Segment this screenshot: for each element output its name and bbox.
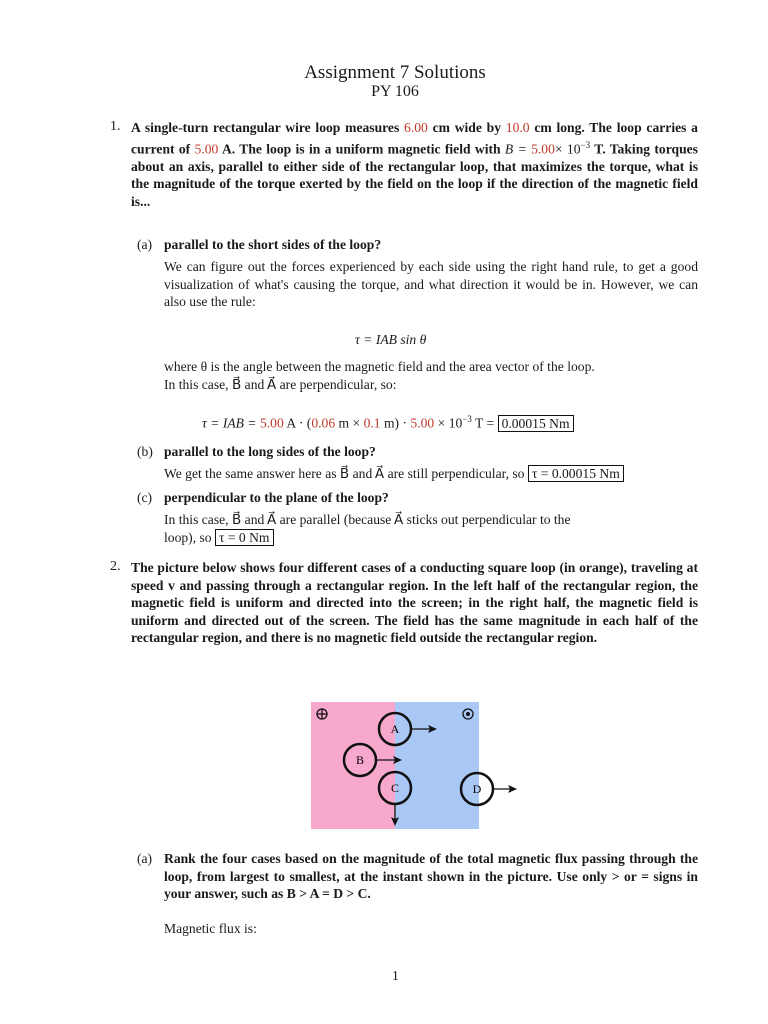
question-2-stem: The picture below shows four different cases of a conducting square loop (in orange), traveling at speed v and passing through a rectangular region. In the left half of the rectangular region, the magnetic field is uniform and directed into the screen; in the right half, the magnetic field is uniform and directed out of the screen. The field has the same magnitude in each half of the rectangular region, and there is no magnetic field outside the rectangular region. [131, 560, 698, 646]
q1-field-pow: −3 [580, 139, 591, 150]
q1a-calc-lhs: τ = IAB = [202, 415, 257, 431]
q1a-question: parallel to the short sides of the loop? [164, 237, 382, 252]
q1-stem-d: A. The loop is in a uniform magnetic field with [221, 141, 501, 157]
page-number: 1 [392, 968, 399, 983]
loop-d-label: D [472, 782, 482, 796]
q1c-label: (c) [137, 490, 153, 505]
q2a-label: (a) [137, 851, 153, 866]
q1a-calc-exp: × 10 [437, 415, 463, 431]
q1-current-value: 5.00 [194, 141, 219, 157]
q1a-calc-field: 5.00 [410, 415, 435, 431]
q1a-text2b: In this case, B⃗ and A⃗ are perpendicular, so: [164, 377, 397, 392]
q1a-calc-m1: m × [338, 415, 361, 431]
q1b-text-line [164, 465, 624, 483]
q1a-calc-width: 0.06 [311, 415, 336, 431]
question-2-number: 2. [110, 559, 121, 574]
loop-c-label: C [390, 781, 400, 795]
question-1-number: 1. [110, 119, 121, 134]
q1a-formula: τ = IAB sin θ [355, 332, 427, 347]
q1a-calc-length: 0.1 [363, 415, 381, 431]
flux-figure [311, 702, 526, 830]
q2a-text: Magnetic flux is: [164, 921, 257, 936]
page-title: Assignment 7 Solutions [304, 62, 486, 83]
q1b-text: We get the same answer here as B⃗ and A⃗ are still perpendicular, so [164, 466, 525, 481]
q1-stem-a: A single-turn rectangular wire loop measures [131, 120, 400, 135]
q1-stem-b: cm wide by [432, 120, 502, 135]
course-code: PY 106 [371, 83, 419, 100]
q1a-calc-m2: m) · [383, 415, 408, 431]
q1c-question: perpendicular to the plane of the loop? [164, 490, 389, 505]
q1-field-lhs: B = [504, 141, 527, 157]
q1b-label: (b) [137, 444, 153, 459]
q1-stem-e: T. Taking torques about an axis, parallel to either side of the rectangular loop, that maximizes the torque, what is the magnitude of the torque exerted by the field on the loop if the direction of the magnetic field is... [131, 141, 698, 209]
q1-stem-c: cm long. The loop carries a current of [131, 120, 698, 157]
q1-field-exp: × 10 [554, 141, 581, 157]
q1-field-value: 5.00 [531, 141, 555, 157]
q1c-text1: In this case, B⃗ and A⃗ are parallel (because A⃗ sticks out perpendicular to the [164, 512, 571, 527]
q1b-answer-box: τ = 0.00015 Nm [528, 465, 624, 482]
q1-width-value: 6.00 [404, 120, 428, 135]
loop-b-label: B [355, 753, 365, 767]
q1a-calc-pow: −3 [462, 414, 472, 424]
q1a-answer-box: 0.00015 Nm [498, 415, 574, 432]
q1c-answer-box: τ = 0 Nm [215, 529, 274, 546]
question-1-stem [131, 119, 698, 211]
q1c-text2-line [164, 529, 274, 547]
q1a-calculation [202, 414, 574, 432]
loop-a-label: A [390, 722, 400, 736]
q1c-text2: loop), so [164, 530, 212, 545]
q1a-calc-t: T = [475, 415, 495, 431]
q2a-question: Rank the four cases based on the magnitude of the total magnetic flux passing through the loop, from largest to smallest, at the instant shown in the picture. Use only > or = signs in your answer, such as B > A = D > C. [164, 851, 698, 902]
q1a-label: (a) [137, 237, 153, 252]
q1-length-value: 10.0 [505, 120, 530, 135]
q1a-calc-a1: A · ( [286, 415, 312, 431]
into-screen-icon [317, 709, 327, 719]
q1a-calc-current: 5.00 [259, 415, 284, 431]
q1a-text1: We can figure out the forces experienced by each side using the right hand rule, to get a good visualization of what's causing the torque, and what direction it would be in. However, we can also use the rule: [164, 259, 698, 310]
q1b-question: parallel to the long sides of the loop? [164, 444, 376, 459]
q1a-text2a: where θ is the angle between the magnetic field and the area vector of the loop. [164, 359, 595, 374]
